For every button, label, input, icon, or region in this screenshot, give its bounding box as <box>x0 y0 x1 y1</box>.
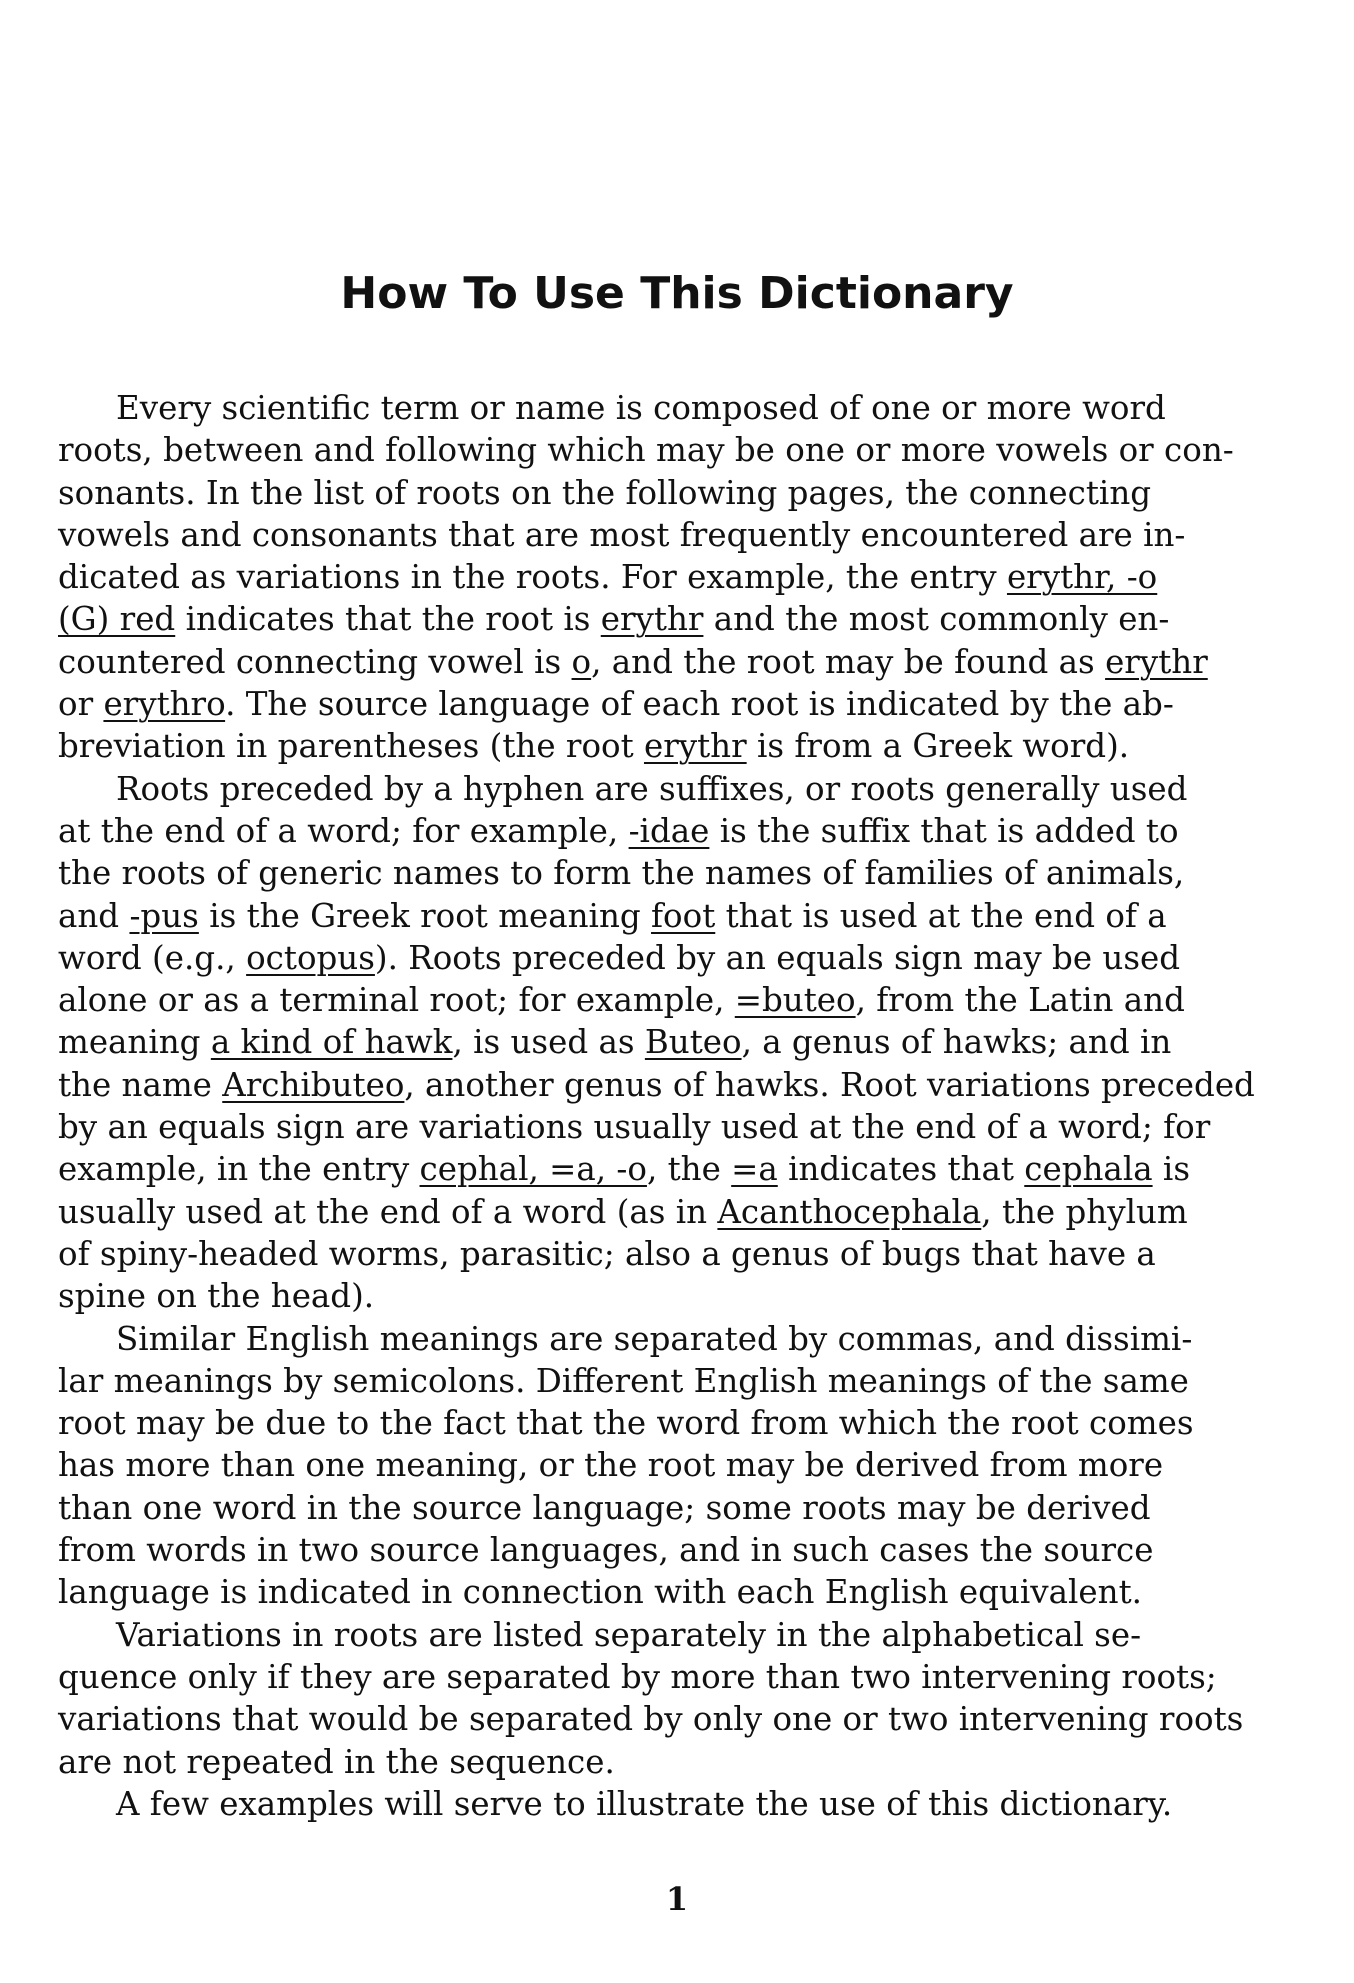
text-run: dicated as variations in the roots. For example, the entry <box>58 558 1007 597</box>
text-line <box>58 1233 1320 1275</box>
text-line <box>58 1360 1320 1402</box>
text-run: spine on the head). <box>58 1277 375 1316</box>
example-term: Buteo <box>644 1023 742 1062</box>
text-line <box>58 1783 1320 1825</box>
example-term: octopus <box>246 938 375 977</box>
text-line <box>58 1741 1320 1783</box>
text-line <box>58 1444 1320 1486</box>
example-meaning: (G) red <box>58 600 176 639</box>
text-line <box>58 1318 1320 1360</box>
text-line <box>58 725 1320 767</box>
text-line <box>58 683 1320 725</box>
example-term: Acanthocephala <box>717 1192 982 1231</box>
paragraph-suffixes <box>58 768 1320 1318</box>
text-run: indicates that the root is <box>175 600 601 639</box>
text-line <box>58 1021 1320 1063</box>
text-run: variations that would be separated by only one or two intervening roots <box>58 1700 1244 1739</box>
text-line <box>58 1106 1320 1148</box>
text-run: , the <box>646 1150 732 1189</box>
text-run: has more than one meaning, or the root may be derived from more <box>58 1446 1164 1485</box>
text-run: roots, between and following which may be one or more vowels or con- <box>58 431 1234 470</box>
text-run: is the suffix that is added to <box>709 811 1179 850</box>
text-line <box>58 937 1320 979</box>
text-line <box>58 1064 1320 1106</box>
text-run: lar meanings by semicolons. Different English meanings of the same <box>58 1361 1189 1400</box>
text-run: is from a Greek word). <box>746 727 1130 766</box>
text-line <box>58 472 1320 514</box>
example-root: erythro <box>103 685 226 724</box>
text-run: and the most commonly en- <box>703 600 1170 639</box>
example-root: -pus <box>129 896 199 935</box>
page-number: 1 <box>665 1880 689 1918</box>
text-line <box>58 979 1320 1021</box>
text-run: sonants. In the list of roots on the following pages, the connecting <box>58 473 1152 512</box>
example-root: =buteo <box>734 981 856 1020</box>
text-run: Every scientific term or name is composed of one or more word <box>116 389 1166 427</box>
example-root: -idae <box>628 811 710 850</box>
text-run: , another genus of hawks. Root variations preceded <box>404 1065 1255 1104</box>
text-line <box>58 387 1320 429</box>
text-line <box>58 1571 1320 1613</box>
text-line <box>58 429 1320 471</box>
example-term: Archibuteo <box>222 1065 405 1104</box>
text-line <box>58 810 1320 852</box>
text-run: ). Roots preceded by an equals sign may be used <box>374 938 1181 977</box>
text-run: countered connecting vowel is <box>58 642 572 681</box>
example-root: =a <box>731 1150 778 1189</box>
text-run: , from the Latin and <box>855 981 1185 1020</box>
paragraph-examples <box>58 1783 1320 1825</box>
text-run: Similar English meanings are separated by commas, and dissimi- <box>116 1319 1193 1358</box>
text-run: , is used as <box>452 1023 645 1062</box>
text-line <box>58 1275 1320 1317</box>
text-line <box>58 641 1320 683</box>
text-run: Variations in roots are listed separately in the alphabetical se- <box>116 1615 1142 1654</box>
text-line <box>58 895 1320 937</box>
text-run: are not repeated in the sequence. <box>58 1742 615 1781</box>
example-root: o <box>571 642 592 681</box>
text-run: root may be due to the fact that the word from which the root comes <box>58 1404 1194 1443</box>
text-run: language is indicated in connection with each English equivalent. <box>58 1573 1142 1612</box>
text-line <box>58 514 1320 556</box>
text-line <box>58 852 1320 894</box>
text-run: at the end of a word; for example, <box>58 811 629 850</box>
text-line <box>58 598 1320 640</box>
text-run: the roots of generic names to form the names of families of animals, <box>58 854 1185 893</box>
text-run: by an equals sign are variations usually used at the end of a word; for <box>58 1108 1211 1147</box>
example-root: cephal, =a, -o <box>419 1150 647 1189</box>
text-run: than one word in the source language; some roots may be derived <box>58 1488 1151 1527</box>
text-run: , and the root may be found as <box>591 642 1106 681</box>
text-run: is <box>1152 1150 1190 1189</box>
text-run: meaning <box>58 1023 211 1062</box>
example-root: cephala <box>1024 1150 1153 1189</box>
text-run: that is used at the end of a <box>715 896 1167 935</box>
text-run: Roots preceded by a hyphen are suffixes, or roots generally used <box>116 769 1188 808</box>
text-line <box>58 1487 1320 1529</box>
text-line <box>58 1402 1320 1444</box>
text-line <box>58 1698 1320 1740</box>
text-run: , the phylum <box>981 1192 1188 1231</box>
example-root: erythr <box>643 727 747 766</box>
text-line <box>58 556 1320 598</box>
text-line <box>58 1614 1320 1656</box>
paragraph-intro <box>58 387 1320 768</box>
text-run: . The source language of each root is indicated by the ab- <box>225 685 1174 724</box>
paragraph-meanings <box>58 1318 1320 1614</box>
text-run: indicates that <box>777 1150 1025 1189</box>
text-line <box>58 1656 1320 1698</box>
text-line <box>58 768 1320 810</box>
text-run: is the Greek root meaning <box>198 896 652 935</box>
example-root: erythr <box>600 600 704 639</box>
text-run: quence only if they are separated by more than two intervening roots; <box>58 1657 1217 1696</box>
text-run: of spiny-headed worms, parasitic; also a genus of bugs that have a <box>58 1234 1156 1273</box>
text-run: word (e.g., <box>58 938 247 977</box>
example-meaning: a kind of hawk <box>210 1023 453 1062</box>
text-run: A few examples will serve to illustrate the use of this dictionary. <box>116 1784 1173 1823</box>
text-run: , a genus of hawks; and in <box>741 1023 1172 1062</box>
text-run: breviation in parentheses (the root <box>58 727 644 766</box>
example-meaning: foot <box>651 896 716 935</box>
text-run: usually used at the end of a word (as in <box>58 1192 718 1231</box>
text-run: and <box>58 896 130 935</box>
text-line <box>58 1191 1320 1233</box>
text-run: example, in the entry <box>58 1150 420 1189</box>
body-text <box>58 387 1320 1825</box>
text-run: from words in two source languages, and in such cases the source <box>58 1531 1154 1570</box>
text-run: or <box>58 685 104 724</box>
text-run: vowels and consonants that are most frequently encountered are in- <box>58 515 1186 554</box>
paragraph-variations <box>58 1614 1320 1783</box>
text-line <box>58 1148 1320 1190</box>
page-title: How To Use This Dictionary <box>340 268 1014 319</box>
text-run: alone or as a terminal root; for example, <box>58 981 735 1020</box>
text-run: the name <box>58 1065 223 1104</box>
example-root: erythr, -o <box>1006 558 1158 597</box>
example-root: erythr <box>1105 642 1208 681</box>
text-line <box>58 1529 1320 1571</box>
